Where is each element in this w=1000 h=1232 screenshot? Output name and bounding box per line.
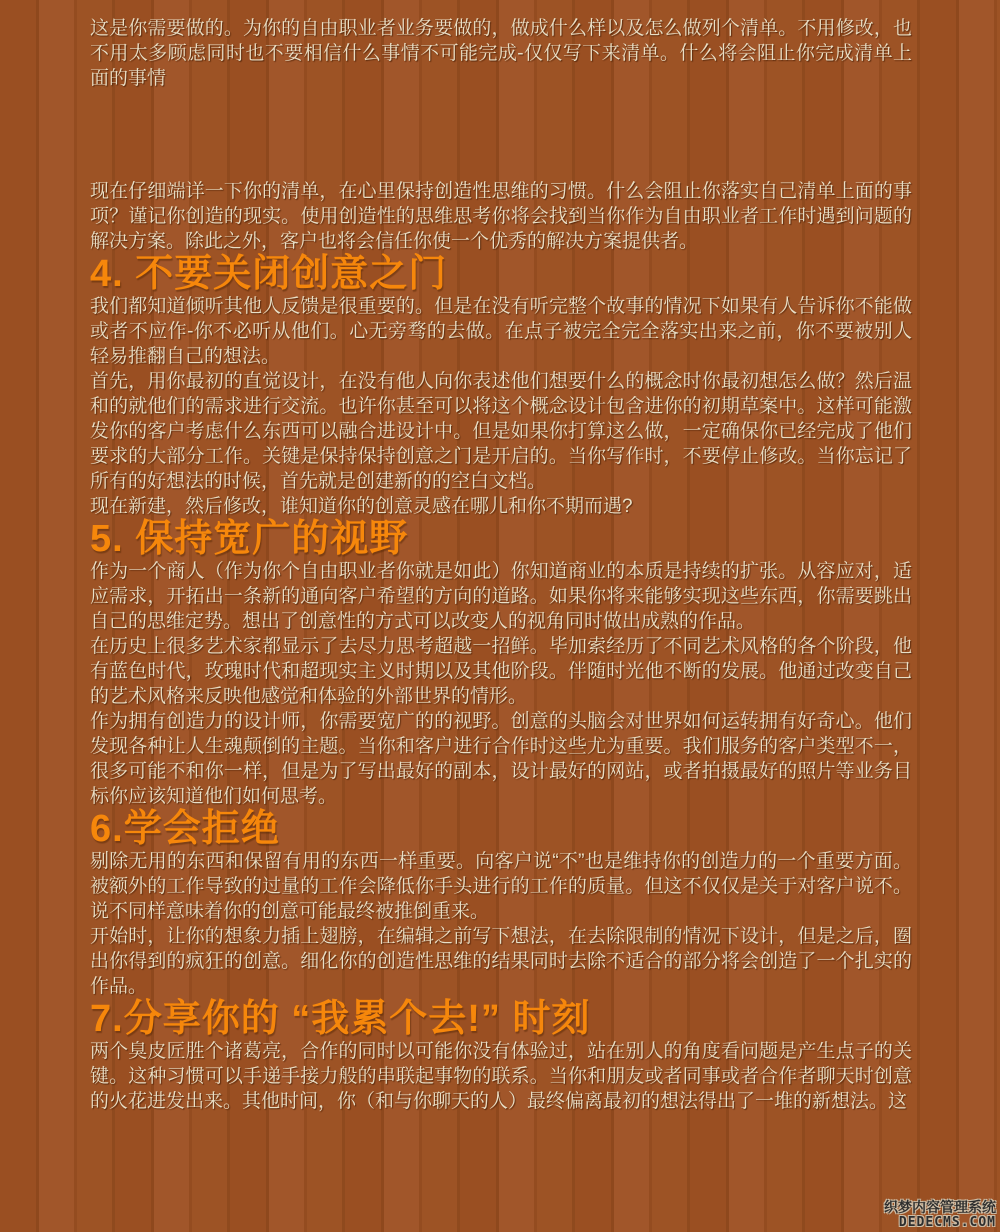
section-5-heading: 5. 保持宽广的视野 xyxy=(90,518,409,560)
watermark xyxy=(884,1200,996,1230)
section-7-paragraph-1: 两个臭皮匠胜个诸葛亮，合作的同时以可能你没有体验过，站在别人的角度看问题是产生点子的关键。这种习惯可以手递手接力般的串联起事物的联系。当你和朋友或者同事或者合作者聊天时创意的火花进发出来。其他时间，你（和与你聊天的人）最终偏离最初的想法得出了一堆的新想法。这 xyxy=(90,1041,912,1112)
section-6-heading: 6.学会拒绝 xyxy=(90,808,280,850)
watermark-cms-name: 织梦内容管理系统 xyxy=(884,1199,996,1215)
section-4-paragraph-1: 我们都知道倾听其他人反馈是很重要的。但是在没有听完整个故事的情况下如果有人告诉你不能做或者不应作-你不必听从他们。心无旁骛的去做。在点子被完全完全落实出来之前，你不要被别人轻易推翻自己的想法。 xyxy=(90,296,912,367)
section-4-heading: 4. 不要关闭创意之门 xyxy=(90,253,448,295)
section-7-heading: 7.分享你的 “我累个去!” 时刻 xyxy=(90,998,591,1040)
section-5-paragraph-2: 在历史上很多艺术家都显示了去尽力思考超越一招鲜。毕加索经历了不同艺术风格的各个阶段，他有蓝色时代，玫瑰时代和超现实主义时期以及其他阶段。伴随时光他不断的发展。他通过改变自己的艺术风格来反映他感觉和体验的外部世界的情形。 xyxy=(90,636,912,707)
section-6-paragraph-1: 剔除无用的东西和保留有用的东西一样重要。向客户说“不”也是维持你的创造力的一个重要方面。被额外的工作导致的过量的工作会降低你手头进行的工作的质量。但这不仅仅是关于对客户说不。说不同样意味着你的创意可能最终被推倒重来。 xyxy=(90,851,912,922)
section-4-paragraph-2: 首先，用你最初的直觉设计，在没有他人向你表述他们想要什么的概念时你最初想怎么做？然后温和的就他们的需求进行交流。也许你甚至可以将这个概念设计包含进你的初期草案中。这样可能激发你的客户考虑什么东西可以融合进设计中。但是如果你打算这么做，一定确保你已经完成了他们要求的大部分工作。关键是保持保持创意之门是开启的。当你写作时，不要停止修改。当你忘记了所有的好想法的时候，首先就是创建新的的空白文档。 xyxy=(90,371,912,492)
section-4-paragraph-3: 现在新建，然后修改，谁知道你的创意灵感在哪儿和你不期而遇? xyxy=(90,496,633,517)
article-body xyxy=(90,16,912,1114)
section-6-paragraph-2: 开始时，让你的想象力插上翅膀，在编辑之前写下想法，在去除限制的情况下设计，但是之后，圈出你得到的疯狂的创意。细化你的创造性思维的结果同时去除不适合的部分将会创造了一个扎实的作品。 xyxy=(90,926,912,997)
section-5-paragraph-1: 作为一个商人（作为你个自由职业者你就是如此）你知道商业的本质是持续的扩张。从容应对，适应需求，开拓出一条新的通向客户希望的方向的道路。如果你将来能够实现这些东西，你需要跳出自己的思维定势。想出了创意性的方式可以改变人的视角同时做出成熟的作品。 xyxy=(90,561,912,632)
section-5-paragraph-3: 作为拥有创造力的设计师，你需要宽广的的视野。创意的头脑会对世界如何运转拥有好奇心。他们发现各种让人生魂颠倒的主题。当你和客户进行合作时这些尤为重要。我们服务的客户类型不一，很多可能不和你一样，但是为了写出最好的副本，设计最好的网站，或者拍摄最好的照片等业务目标你应该知道他们如何思考。 xyxy=(90,711,912,807)
intro-paragraph-1: 这是你需要做的。为你的自由职业者业务要做的，做成什么样以及怎么做列个清单。不用修改，也不用太多顾虑同时也不要相信什么事情不可能完成-仅仅写下来清单。什么将会阻止你完成清单上面的事情 xyxy=(90,18,912,89)
intro-paragraph-2: 现在仔细端详一下你的清单，在心里保持创造性思维的习惯。什么会阻止你落实自己清单上面的事项？谨记你创造的现实。使用创造性的思维思考你将会找到当你作为自由职业者工作时遇到问题的解决方案。除此之外，客户也将会信任你使一个优秀的解决方案提供者。 xyxy=(90,181,912,252)
watermark-cms-url: DEDECMS.COM xyxy=(898,1215,996,1230)
